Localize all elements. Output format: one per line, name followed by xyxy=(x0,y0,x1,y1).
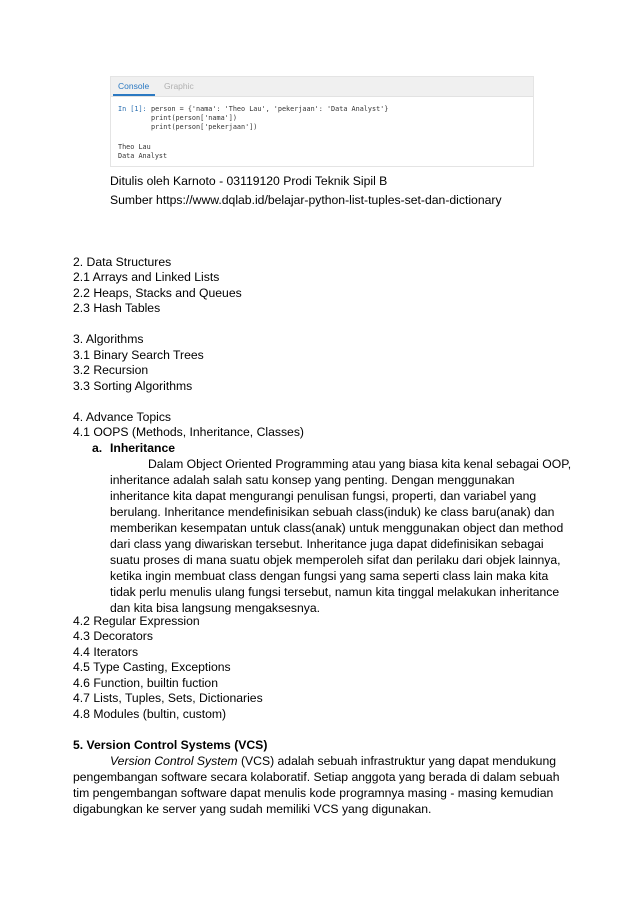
tab-console[interactable]: Console xyxy=(118,81,150,91)
section-heading: 4. Advance Topics xyxy=(73,410,172,424)
list-item: 4.8 Modules (bultin, custom) xyxy=(73,707,227,721)
paragraph-line: ketika ingin membuat class dengan fungsi yang sama seperti class lain maka kita xyxy=(110,569,549,583)
vcs-intro-text: (VCS) adalah sebuah infrastruktur yang dapat mendukung xyxy=(237,754,557,768)
paragraph-line: digabungkan ke server yang sudah memiliki VCS yang digunakan. xyxy=(73,802,432,816)
paragraph-line: tim pengembangan software dapat menulis kode programnya masing - masing kemudian xyxy=(73,786,554,800)
section-heading: 3. Algorithms xyxy=(73,332,144,346)
list-item: 3.2 Recursion xyxy=(73,363,149,377)
paragraph-line xyxy=(110,754,556,769)
paragraph-line: dari class yang diwariskan tersebut. Inheritance juga dapat didefinisikan sebagai xyxy=(110,537,544,551)
paragraph-line: tidak perlu menulis ulang fungsi tersebut, namun kita tinggal melakukan inheritance xyxy=(110,585,560,599)
list-item: 4.6 Function, builtin fuction xyxy=(73,676,218,690)
list-item: 4.2 Regular Expression xyxy=(73,614,200,628)
list-item: 2.1 Arrays and Linked Lists xyxy=(73,270,220,284)
list-item: 4.5 Type Casting, Exceptions xyxy=(73,660,231,674)
vcs-term: Version Control System xyxy=(110,754,238,768)
console-tab-bar xyxy=(111,77,533,97)
paragraph-line: berulang. Inheritance mendefinisikan sebuah class(induk) ke class baru(anak) dan xyxy=(110,505,555,519)
caption-source: Sumber https://www.dqlab.id/belajar-python-list-tuples-set-dan-dictionary xyxy=(110,193,502,207)
paragraph-line: dan kita bisa langsung mengaksesnya. xyxy=(110,601,321,615)
paragraph-line: inheritance adalah salah satu konsep yang penting. Dengan menggunakan xyxy=(110,473,515,487)
tab-graphic[interactable]: Graphic xyxy=(164,81,194,91)
paragraph-line: pengembangan software secara kolaboratif. Setiap anggota yang berada di dalam sebuah xyxy=(73,770,560,784)
list-item: 4.1 OOPS (Methods, Inheritance, Classes) xyxy=(73,425,304,439)
list-item: 4.7 Lists, Tuples, Sets, Dictionaries xyxy=(73,691,263,705)
code-line: print(person['pekerjaan']) xyxy=(151,123,258,131)
sub-list-marker: a. xyxy=(92,441,103,455)
section-heading: 5. Version Control Systems (VCS) xyxy=(73,738,268,752)
list-item: 3.3 Sorting Algorithms xyxy=(73,379,193,393)
code-line: print(person['nama']) xyxy=(151,114,237,122)
active-tab-indicator xyxy=(113,94,155,96)
list-item: 3.1 Binary Search Trees xyxy=(73,348,204,362)
list-item: 4.3 Decorators xyxy=(73,629,153,643)
paragraph-line: suatu proses di mana suatu objek memperoleh sifat dan perilaku dari objek lainnya, xyxy=(110,553,561,567)
list-item: 4.4 Iterators xyxy=(73,645,139,659)
output-line: Data Analyst xyxy=(118,152,168,160)
code-line: person = {'nama': 'Theo Lau', 'pekerjaan': 'Data Analyst'} xyxy=(151,105,389,113)
console-screenshot xyxy=(110,76,534,167)
list-item: 2.2 Heaps, Stacks and Queues xyxy=(73,286,242,300)
input-prompt: In [1]: xyxy=(118,105,147,113)
paragraph-line: inheritance kita dapat mengurangi penulisan fungsi, properti, dan variabel yang xyxy=(110,489,537,503)
section-heading: 2. Data Structures xyxy=(73,255,172,269)
sub-heading: Inheritance xyxy=(110,441,176,455)
output-line: Theo Lau xyxy=(118,143,151,151)
paragraph-line: Dalam Object Oriented Programming atau yang biasa kita kenal sebagai OOP, xyxy=(148,457,572,471)
paragraph-line: memberikan kesempatan untuk class(anak) untuk menggunakan object dan method xyxy=(110,521,564,535)
list-item: 2.3 Hash Tables xyxy=(73,301,161,315)
caption-author: Ditulis oleh Karnoto - 03119120 Prodi Teknik Sipil B xyxy=(110,174,388,188)
